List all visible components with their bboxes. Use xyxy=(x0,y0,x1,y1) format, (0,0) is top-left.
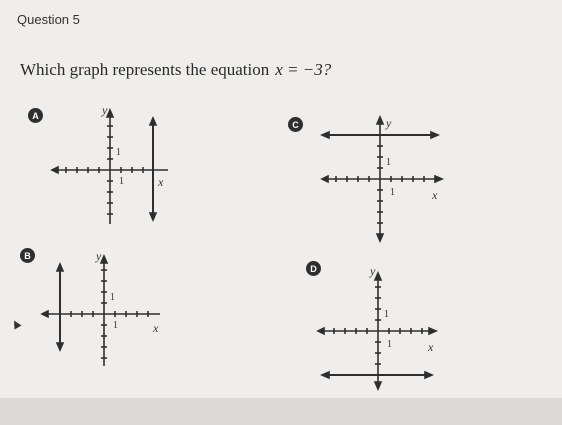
y-axis-label: y xyxy=(102,103,108,117)
x-axis-label: x xyxy=(432,188,438,202)
x-tick-label: 1 xyxy=(387,339,392,350)
option-c-badge: C xyxy=(288,117,303,132)
option-c-graph xyxy=(288,105,448,245)
x-axis-label: x xyxy=(153,321,159,335)
x-axis-label: x xyxy=(158,175,164,189)
option-a-badge: A xyxy=(28,108,43,123)
prompt-text: Which graph represents the equation xyxy=(20,60,270,79)
equation: x = −3? xyxy=(275,60,332,79)
option-c[interactable] xyxy=(288,105,448,245)
option-b[interactable] xyxy=(20,248,170,378)
footer-band xyxy=(0,398,562,425)
graph-line-arrow-top xyxy=(150,118,156,125)
option-a-graph xyxy=(28,100,168,240)
y-axis-label: y xyxy=(386,116,392,130)
option-b-graph xyxy=(20,248,170,378)
graph-line-arrow-left xyxy=(322,372,329,378)
option-d-graph xyxy=(300,255,450,395)
y-axis-label: y xyxy=(370,264,376,278)
x-axis-arrow xyxy=(318,328,324,334)
y-tick-label: 1 xyxy=(116,147,121,158)
option-a[interactable] xyxy=(28,100,168,240)
y-axis-label: y xyxy=(96,249,102,263)
option-d-badge: D xyxy=(306,261,321,276)
x-axis-arrow xyxy=(322,176,328,182)
x-tick-label: 1 xyxy=(390,187,395,198)
y-axis-arrow xyxy=(101,256,107,263)
y-axis-arrow xyxy=(377,117,383,124)
question-number: Question 5 xyxy=(17,12,80,27)
x-tick-label: 1 xyxy=(119,176,124,187)
graph-line-arrow-top xyxy=(57,264,63,271)
option-d[interactable] xyxy=(300,255,450,395)
y-tick-label: 1 xyxy=(386,157,391,168)
x-axis-label: x xyxy=(428,340,434,354)
graph-line-arrow-bottom xyxy=(57,343,63,350)
y-tick-label: 1 xyxy=(384,309,389,320)
x-axis-arrow xyxy=(42,311,48,317)
x-tick-label: 1 xyxy=(113,320,118,331)
option-b-badge: B xyxy=(20,248,35,263)
y-tick-label: 1 xyxy=(110,292,115,303)
graph-line-arrow-left xyxy=(322,132,329,138)
y-axis-arrow xyxy=(375,273,381,280)
question-prompt xyxy=(20,60,331,80)
y-axis-arrow xyxy=(107,110,113,117)
x-axis-arrow xyxy=(52,167,58,173)
graph-line-arrow-right xyxy=(431,132,438,138)
graph-line-arrow-bottom xyxy=(150,213,156,220)
graph-line-arrow-right xyxy=(425,372,432,378)
